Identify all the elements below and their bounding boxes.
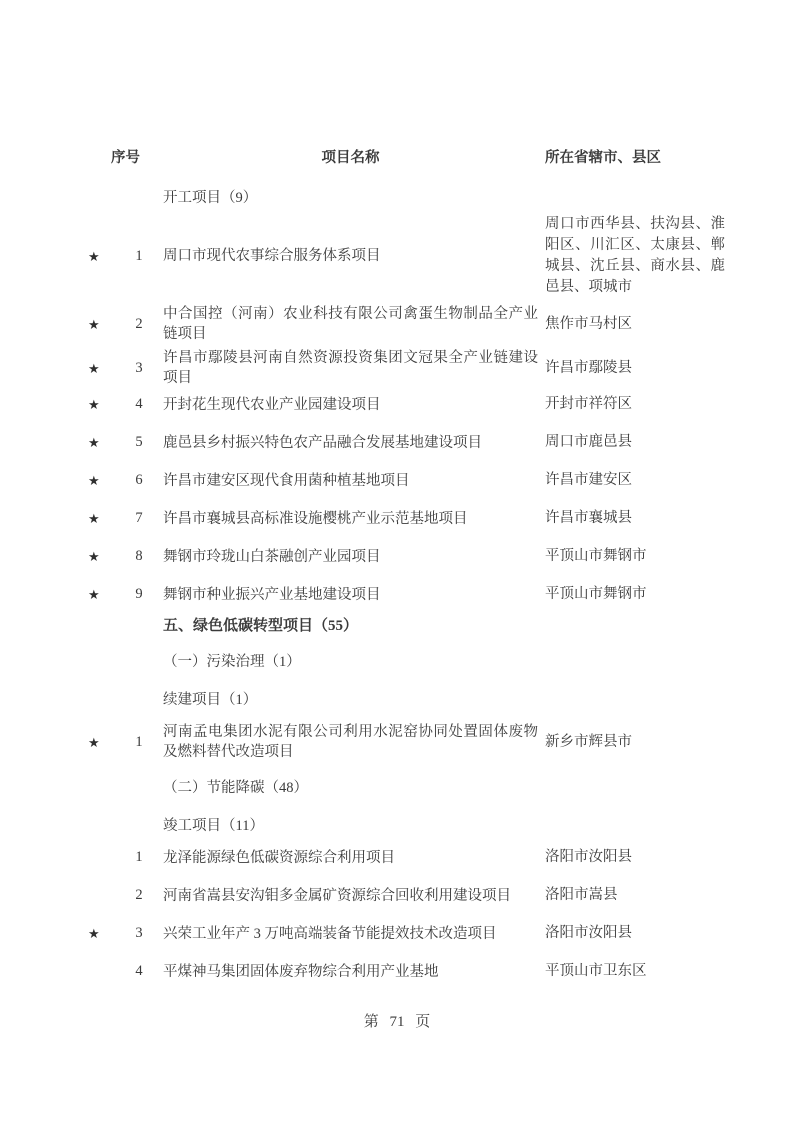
subsection-heading: （一）污染治理（1） xyxy=(163,654,301,670)
project-name: 河南孟电集团水泥有限公司利用水泥窑协同处置固体废物及燃料替代改造项目 xyxy=(163,724,538,760)
project-name: 舞钢市玲珑山白茶融创产业园项目 xyxy=(163,548,381,565)
group-heading: 开工项目（9） xyxy=(163,190,258,206)
row-index: 5 xyxy=(135,434,143,450)
table-row xyxy=(88,847,730,868)
project-name: 舞钢市种业振兴产业基地建设项目 xyxy=(163,586,381,603)
project-location: 洛阳市嵩县 xyxy=(545,887,618,903)
table-row xyxy=(88,394,730,415)
project-name: 中合国控（河南）农业科技有限公司禽蛋生物制品全产业链项目 xyxy=(163,306,538,342)
project-location: 平顶山市舞钢市 xyxy=(545,586,647,602)
star-icon: ★ xyxy=(88,549,100,564)
project-location: 焦作市马村区 xyxy=(545,315,632,332)
project-location: 新乡市辉县市 xyxy=(545,733,632,750)
table-row xyxy=(88,923,730,944)
table-row xyxy=(88,546,730,567)
row-index: 6 xyxy=(135,472,143,488)
project-name: 河南省嵩县安沟钼多金属矿资源综合回收利用建设项目 xyxy=(163,887,511,904)
row-index: 9 xyxy=(135,586,143,602)
project-location: 平顶山市舞钢市 xyxy=(545,548,647,564)
star-icon: ★ xyxy=(88,316,100,332)
row-index: 3 xyxy=(135,925,143,941)
table-row xyxy=(88,722,730,762)
page-footer xyxy=(0,1010,794,1031)
project-name: 龙泽能源绿色低碳资源综合利用项目 xyxy=(163,849,395,866)
group-heading: 续建项目（1） xyxy=(163,692,258,708)
row-index: 4 xyxy=(135,963,143,979)
row-index: 2 xyxy=(135,887,143,903)
table-row xyxy=(88,508,730,529)
star-icon: ★ xyxy=(88,397,100,412)
project-location: 周口市西华县、扶沟县、淮阳区、川汇区、太康县、郸城县、沈丘县、商水县、鹿邑县、项城市 xyxy=(545,216,725,295)
project-name: 许昌市鄢陵县河南自然资源投资集团文冠果全产业链建设项目 xyxy=(163,350,538,386)
star-icon: ★ xyxy=(88,511,100,526)
project-name: 周口市现代农事综合服务体系项目 xyxy=(163,248,381,264)
table-row xyxy=(88,470,730,491)
star-icon: ★ xyxy=(88,734,100,750)
star-icon: ★ xyxy=(88,360,100,376)
table-row xyxy=(88,214,730,298)
project-location: 许昌市襄城县 xyxy=(545,510,632,526)
row-index: 2 xyxy=(135,315,143,332)
project-location: 洛阳市汝阳县 xyxy=(545,849,632,865)
star-icon: ★ xyxy=(88,473,100,488)
table-row xyxy=(88,432,730,453)
table-row xyxy=(88,584,730,605)
page-number: 第 71 页 xyxy=(363,1014,431,1030)
project-name: 许昌市襄城县高标准设施樱桃产业示范基地项目 xyxy=(163,510,468,527)
project-location: 许昌市鄢陵县 xyxy=(545,359,632,376)
row-index: 1 xyxy=(135,733,143,750)
table-row xyxy=(88,885,730,906)
row-index: 3 xyxy=(135,359,143,376)
subsection-heading: （二）节能降碳（48） xyxy=(163,780,308,796)
project-name: 兴荣工业年产 3 万吨高端装备节能提效技术改造项目 xyxy=(163,925,497,942)
project-location: 开封市祥符区 xyxy=(545,396,632,412)
group-heading: 竣工项目（11） xyxy=(163,818,264,834)
star-icon: ★ xyxy=(88,248,100,264)
star-icon: ★ xyxy=(88,926,100,941)
table-row xyxy=(88,304,730,344)
project-name: 平煤神马集团固体废弃物综合利用产业基地 xyxy=(163,963,439,980)
row-index: 7 xyxy=(135,510,143,526)
project-location: 平顶山市卫东区 xyxy=(545,963,647,979)
row-index: 8 xyxy=(135,548,143,564)
table-row xyxy=(88,961,730,982)
project-location: 周口市鹿邑县 xyxy=(545,434,632,450)
column-header-index: 序号 xyxy=(111,150,140,166)
star-icon: ★ xyxy=(88,435,100,450)
section-heading: 五、绿色低碳转型项目（55） xyxy=(163,618,359,634)
row-index: 4 xyxy=(135,396,143,412)
row-index: 1 xyxy=(135,849,143,865)
row-index: 1 xyxy=(135,247,143,264)
column-header-location: 所在省辖市、县区 xyxy=(545,150,661,166)
project-name: 鹿邑县乡村振兴特色农产品融合发展基地建设项目 xyxy=(163,434,482,451)
table-row xyxy=(88,348,730,388)
table-header xyxy=(88,148,730,169)
star-icon: ★ xyxy=(88,587,100,602)
project-location: 许昌市建安区 xyxy=(545,472,632,488)
project-name: 开封花生现代农业产业园建设项目 xyxy=(163,396,381,413)
column-header-project-name: 项目名称 xyxy=(321,150,380,166)
project-name: 许昌市建安区现代食用菌种植基地项目 xyxy=(163,472,410,489)
project-location: 洛阳市汝阳县 xyxy=(545,925,632,941)
table-body xyxy=(88,188,730,982)
